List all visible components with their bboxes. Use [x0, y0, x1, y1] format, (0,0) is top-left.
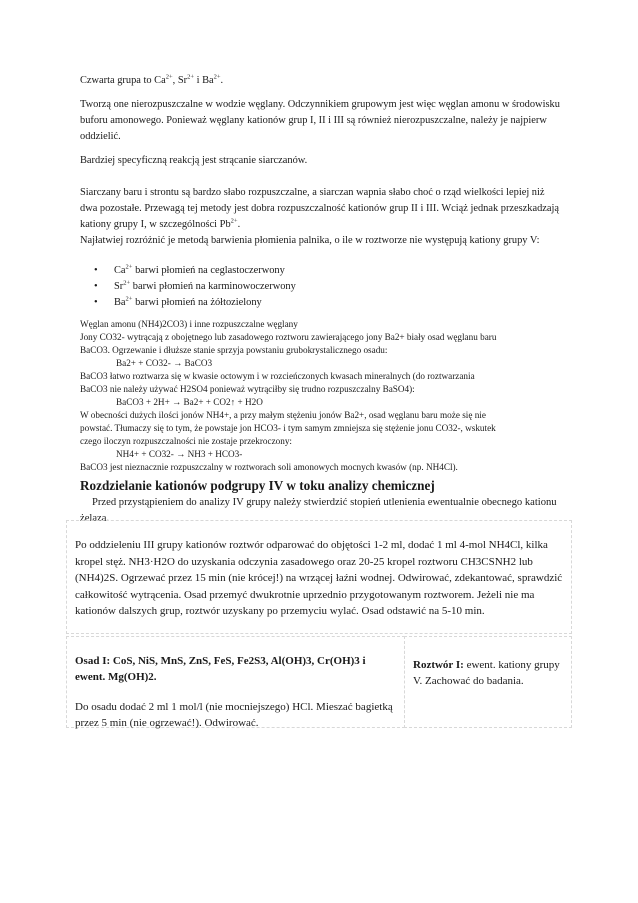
- carbonate-line: W obecności dużych ilości jonów NH4+, a przy małym stężeniu jonów Ba2+, osad węglanu baru może się nie: [80, 410, 486, 420]
- sulfate-paragraph: Siarczany baru i strontu są bardzo słabo rozpuszczalne, a siarczan wapnia słabo choć o rząd wielkości lepiej niż dwa pozostałe. Przewagą tej metody jest dobra rozpuszczalność kationów grup II i III. Wciąż jednak przeszkadzają kationy grupy I, w szczególności $Pb^{2+}$.: [80, 187, 560, 230]
- carbonate-line: Węglan amonu (NH4)2CO3) i inne rozpuszczalne węglany: [80, 319, 298, 329]
- osad-title: Osad I: CoS, NiS, MnS, ZnS, FeS, Fe2S3, Al(OH)3, Cr(OH)3 i ewent. Mg(OH)2.: [75, 655, 366, 683]
- section-title: Rozdzielanie kationów podgrupy IV w toku analizy chemicznej: [80, 478, 435, 493]
- group-heading: Czwarta grupa to $Ca^{2+}$, $Sr^{2+}$ i $Ba^{2+}$.: [80, 73, 224, 86]
- sulfate-sentence: Bardziej specyficzną reakcją jest strącanie siarczanów.: [80, 155, 308, 166]
- carbonate-line: Jony CO32- wytrącają z obojętnego lub zasadowego roztworu zawierającego jony Ba2+ biały osad węglanu baru: [80, 332, 497, 342]
- reaction-equation: NH4+ + CO32- → NH3 + HCO3-: [116, 449, 243, 459]
- carbonate-line: BaCO3 jest nieznacznie rozpuszczalny w roztworach soli amonowych mocnych kwasów (np. NH4Cl).: [80, 462, 458, 472]
- osad-text: Do osadu dodać 2 ml 1 mol/l (nie mocniejszego) HCl. Mieszać bagietką przez 5 min (nie ogrzewać!). Odwirować.: [75, 701, 393, 729]
- list-item: • $Ca^{2+}$ barwi płomień na ceglastoczerwony: [80, 263, 550, 279]
- carbonate-line: BaCO3. Ogrzewanie i dłuższe stanie sprzyja powstaniu grubokrystalicznego osadu:: [80, 345, 388, 355]
- carbonate-section: [80, 318, 566, 474]
- flame-intro: Najłatwiej rozróżnić je metodą barwienia płomienia palnika, o ile w roztworze nie występują kationy grupy V:: [80, 235, 540, 246]
- section-intro: Przed przystąpieniem do analizy IV grupy należy stwierdzić stopień utlenienia ewentualnie obecnego kationu żelaza.: [80, 497, 557, 524]
- roztwor-label: Roztwór I:: [413, 659, 464, 671]
- flame-color-list: [80, 263, 550, 311]
- list-item: • $Ba^{2+}$ barwi płomień na żółtozielony: [80, 295, 550, 311]
- procedure-text: Po oddzieleniu III grupy kationów roztwór odparować do objętości 1-2 ml, dodać 1 ml 4-mol NH4Cl, kilka kropel stęż. NH3·H2O do uzyskania odczynia zasadowego oraz 20-25 kropel roztworu CH3CSNH2 lub (NH4)2S. Ogrzewać przez 15 min (nie krócej!) na wrzącej łaźni wodnej. Odwirować, zdekantować, sprawdzić całkowitość wytrącenia. Osad przemyć dwukrotnie uprzednio przygotowanym roztworem. Jeżeli nie ma kationów dalszych grup, roztwór uzyskany po przemyciu wylać. Osad odstawić na 5-10 min.: [75, 539, 563, 617]
- list-item: • $Sr^{2+}$ barwi płomień na karminowoczerwony: [80, 279, 550, 295]
- roztwor-text: Roztwór I: ewent. kationy grupy V. Zachować do badania.: [413, 659, 560, 687]
- procedure-box: [66, 520, 572, 634]
- carbonate-line: czego iloczyn rozpuszczalności nie zostaje przekroczony:: [80, 436, 292, 446]
- carbonate-line: powstać. Tłumaczy się to tym, że powstaje jon HCO3- i tym samym zmniejsza się stężenie jonu CO32-, wskutek: [80, 423, 496, 433]
- reaction-equation: Ba2+ + CO32- → BaCO3: [116, 358, 213, 368]
- intro-paragraph: Tworzą one nierozpuszczalne w wodzie węglany. Odczynnikiem grupowym jest więc węglan amonu w środowisku buforu amonowego. Ponieważ węglany kationów grup I, II i III są również nierozpuszczalne, należy je najpierw oddzielić.: [80, 99, 560, 142]
- reaction-equation: BaCO3 + 2H+ → Ba2+ + CO2↑ + H2O: [116, 397, 263, 407]
- roztwor-cell: [404, 636, 572, 728]
- carbonate-line: BaCO3 nie należy używać H2SO4 ponieważ wytrąciłby się trudno rozpuszczalny BaSO4):: [80, 384, 415, 394]
- osad-cell: [66, 636, 405, 728]
- carbonate-line: BaCO3 łatwo roztwarza się w kwasie octowym i w rozcieńczonych kwasach mineralnych (do roztwarzania: [80, 371, 475, 381]
